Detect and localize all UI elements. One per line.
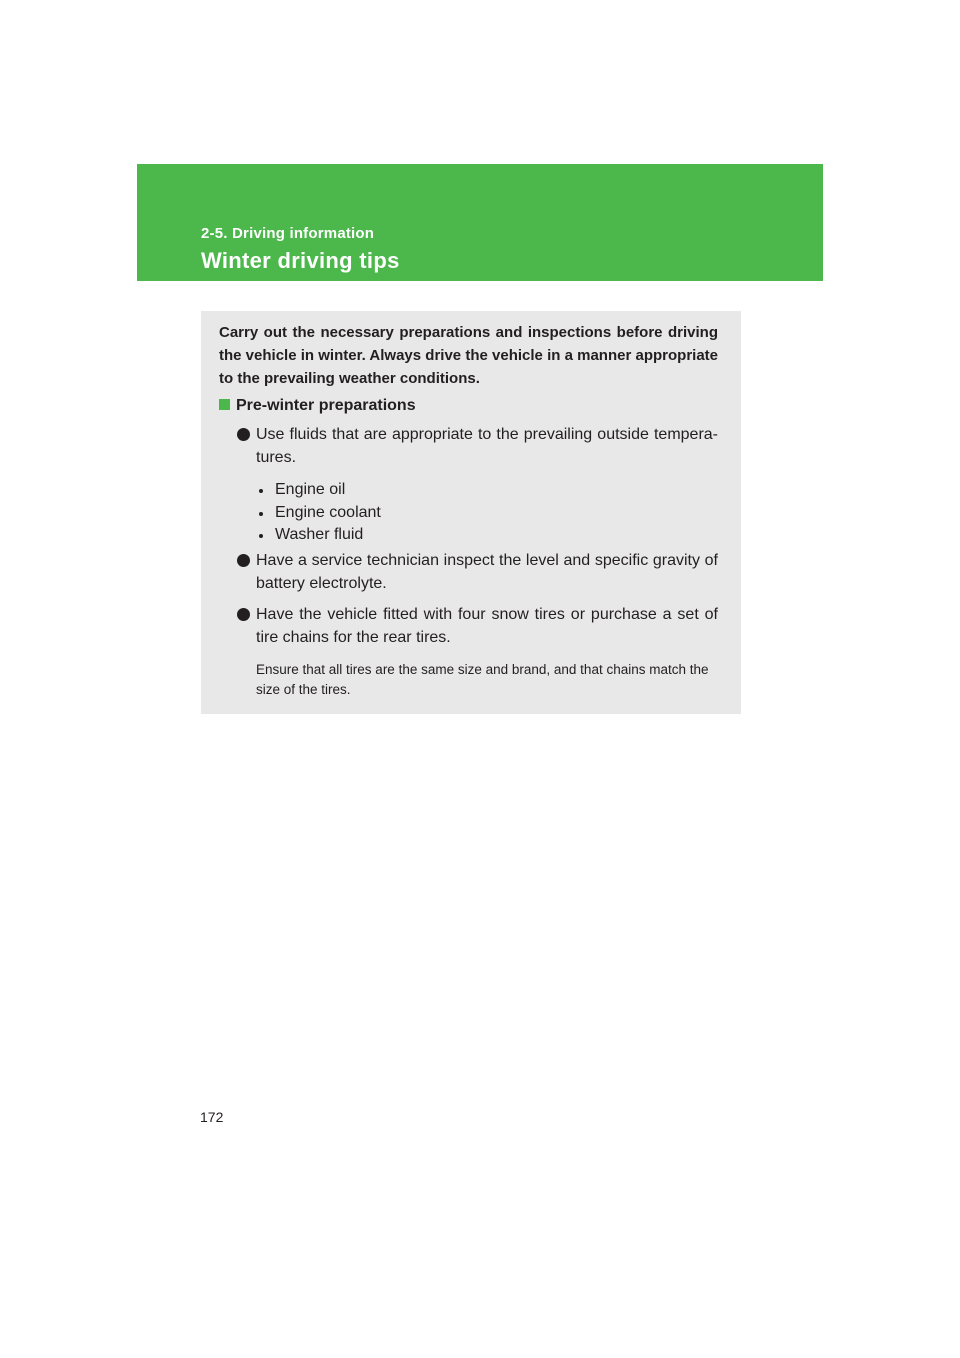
subheading-label: Pre-winter preparations bbox=[236, 397, 416, 414]
content-box bbox=[201, 311, 741, 714]
fluid-list bbox=[257, 479, 381, 547]
subheading bbox=[219, 397, 416, 415]
list-item-label: Engine coolant bbox=[275, 503, 381, 521]
page-title: Winter driving tips bbox=[201, 248, 400, 273]
dot-icon bbox=[259, 489, 263, 493]
dot-icon bbox=[259, 512, 263, 516]
bullet-icon bbox=[237, 554, 250, 567]
header-band bbox=[137, 164, 823, 281]
green-square-icon bbox=[219, 399, 230, 410]
section-label: 2-5. Driving information bbox=[201, 225, 375, 242]
page-number: 172 bbox=[200, 1109, 224, 1125]
list-item bbox=[257, 524, 381, 547]
list-item-label: Washer fluid bbox=[275, 526, 364, 543]
intro-text: Carry out the necessary preparations and inspections before driving the vehicle in winter. Always drive the vehicle in a manner appropriate to the prevailing weather conditions. bbox=[219, 324, 718, 387]
bullet-text: Use fluids that are appropriate to the prevailing outside tempera-tures. bbox=[256, 426, 718, 466]
tire-note: Ensure that all tires are the same size and brand, and that chains match the size of the tires. bbox=[256, 662, 709, 697]
bullet-text: Have the vehicle fitted with four snow tires or purchase a set of tire chains for the rear tires. bbox=[256, 606, 718, 646]
bullet-item-tires bbox=[237, 603, 718, 649]
dot-icon bbox=[259, 534, 263, 538]
list-item-label: Engine oil bbox=[275, 481, 346, 498]
bullet-text: Have a service technician inspect the level and specific gravity of battery electrolyte. bbox=[256, 552, 718, 592]
list-item bbox=[257, 502, 381, 525]
bullet-icon bbox=[237, 608, 250, 621]
bullet-item-fluids bbox=[237, 423, 718, 469]
bullet-icon bbox=[237, 428, 250, 441]
bullet-item-battery bbox=[237, 549, 718, 595]
list-item bbox=[257, 479, 381, 502]
